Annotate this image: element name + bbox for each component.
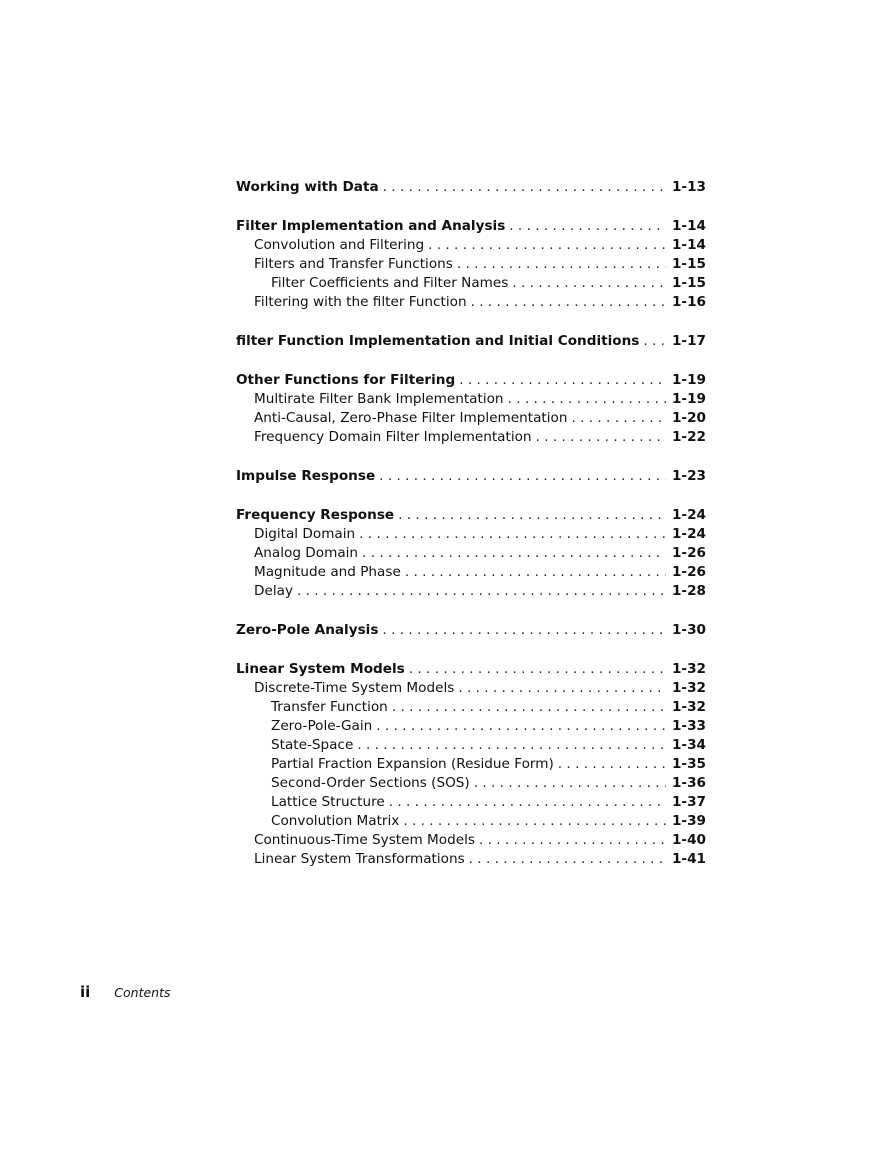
- toc-entry[interactable]: [236, 563, 706, 582]
- dot-leader: [383, 178, 666, 197]
- toc-entry-title: Linear System Models: [236, 661, 405, 677]
- dot-leader: [409, 660, 666, 679]
- dot-leader: [558, 755, 666, 774]
- dot-leader: [459, 371, 666, 390]
- toc-entry[interactable]: [236, 812, 706, 831]
- dot-leader: [512, 274, 666, 293]
- toc-entry-page: 1-39: [671, 813, 706, 829]
- dot-leader: [509, 217, 666, 236]
- dot-leader: [382, 621, 666, 640]
- toc-entry[interactable]: [236, 793, 706, 812]
- toc-entry-page: 1-41: [671, 851, 706, 867]
- toc-entry-title: Working with Data: [236, 179, 379, 195]
- toc-entry-page: 1-33: [671, 718, 706, 734]
- toc-entry[interactable]: [236, 236, 706, 255]
- dot-leader: [389, 793, 666, 812]
- toc-entry-title: Filter Coefficients and Filter Names: [271, 275, 509, 291]
- toc-entry-page: 1-19: [671, 391, 706, 407]
- toc-entry[interactable]: [236, 660, 706, 679]
- toc-entry-page: 1-15: [671, 256, 706, 272]
- toc-entry-page: 1-28: [671, 583, 706, 599]
- toc-entry-page: 1-30: [671, 622, 706, 638]
- toc-entry-title: Filters and Transfer Functions: [254, 256, 453, 272]
- toc-entry-title: Second-Order Sections (SOS): [271, 775, 470, 791]
- toc-entry-title: Transfer Function: [271, 699, 388, 715]
- toc-entry-page: 1-32: [671, 699, 706, 715]
- toc-entry[interactable]: [236, 274, 706, 293]
- toc-entry[interactable]: [236, 717, 706, 736]
- dot-leader: [376, 717, 666, 736]
- dot-leader: [428, 236, 666, 255]
- toc-entry-title: Linear System Transformations: [254, 851, 465, 867]
- table-of-contents: [236, 178, 706, 869]
- toc-entry[interactable]: [236, 679, 706, 698]
- toc-entry-title: Partial Fraction Expansion (Residue Form): [271, 756, 554, 772]
- toc-entry[interactable]: [236, 506, 706, 525]
- toc-entry-title: Frequency Response: [236, 507, 395, 523]
- toc-entry-title: Other Functions for Filtering: [236, 372, 456, 388]
- toc-entry-page: 1-24: [671, 507, 706, 523]
- dot-leader: [536, 428, 666, 447]
- dot-leader: [359, 525, 666, 544]
- toc-entry[interactable]: [236, 293, 706, 312]
- dot-leader: [458, 679, 666, 698]
- toc-entry-page: 1-37: [671, 794, 706, 810]
- toc-entry-title: Filter Implementation and Analysis: [236, 218, 506, 234]
- toc-entry-title: Digital Domain: [254, 526, 356, 542]
- toc-entry-title: Filtering with the filter Function: [254, 294, 467, 310]
- toc-entry[interactable]: [236, 255, 706, 274]
- toc-entry-page: 1-36: [671, 775, 706, 791]
- dot-leader: [643, 332, 666, 351]
- toc-entry-page: 1-26: [671, 564, 706, 580]
- dot-leader: [379, 467, 666, 486]
- toc-entry-page: 1-15: [671, 275, 706, 291]
- toc-entry-title: Delay: [254, 583, 293, 599]
- toc-entry-title: Zero-Pole Analysis: [236, 622, 379, 638]
- toc-entry[interactable]: [236, 544, 706, 563]
- toc-entry-page: 1-19: [671, 372, 706, 388]
- toc-entry-title: Continuous-Time System Models: [254, 832, 475, 848]
- toc-entry[interactable]: [236, 390, 706, 409]
- dot-leader: [471, 293, 666, 312]
- toc-entry-page: 1-32: [671, 680, 706, 696]
- toc-entry[interactable]: [236, 217, 706, 236]
- toc-entry[interactable]: [236, 850, 706, 869]
- toc-entry-page: 1-34: [671, 737, 706, 753]
- toc-entry[interactable]: [236, 178, 706, 197]
- toc-entry[interactable]: [236, 467, 706, 486]
- toc-entry[interactable]: [236, 525, 706, 544]
- toc-entry-page: 1-20: [671, 410, 706, 426]
- toc-entry-title: Magnitude and Phase: [254, 564, 401, 580]
- dot-leader: [297, 582, 666, 601]
- toc-entry-title: State-Space: [271, 737, 354, 753]
- toc-entry[interactable]: [236, 736, 706, 755]
- toc-entry-page: 1-40: [671, 832, 706, 848]
- toc-entry-page: 1-23: [671, 468, 706, 484]
- toc-entry-page: 1-14: [671, 237, 706, 253]
- toc-entry-page: 1-24: [671, 526, 706, 542]
- toc-entry[interactable]: [236, 582, 706, 601]
- toc-entry-page: 1-17: [671, 333, 706, 349]
- dot-leader: [457, 255, 666, 274]
- toc-entry-title: filter Function Implementation and Initial Conditions: [236, 333, 640, 349]
- toc-entry-page: 1-14: [671, 218, 706, 234]
- toc-entry-title: Lattice Structure: [271, 794, 385, 810]
- dot-leader: [398, 506, 666, 525]
- dot-leader: [469, 850, 666, 869]
- toc-entry[interactable]: [236, 698, 706, 717]
- toc-entry-page: 1-26: [671, 545, 706, 561]
- toc-entry[interactable]: [236, 621, 706, 640]
- dot-leader: [571, 409, 665, 428]
- dot-leader: [357, 736, 666, 755]
- toc-entry-title: Zero-Pole-Gain: [271, 718, 373, 734]
- toc-entry-title: Multirate Filter Bank Implementation: [254, 391, 504, 407]
- dot-leader: [403, 812, 666, 831]
- toc-entry[interactable]: [236, 332, 706, 351]
- dot-leader: [362, 544, 666, 563]
- toc-entry[interactable]: [236, 831, 706, 850]
- toc-entry-page: 1-35: [671, 756, 706, 772]
- toc-entry-title: Convolution Matrix: [271, 813, 400, 829]
- dot-leader: [405, 563, 666, 582]
- toc-entry-title: Analog Domain: [254, 545, 359, 561]
- dot-leader: [474, 774, 666, 793]
- toc-entry-page: 1-32: [671, 661, 706, 677]
- toc-entry[interactable]: [236, 774, 706, 793]
- toc-entry-title: Convolution and Filtering: [254, 237, 425, 253]
- toc-entry-title: Impulse Response: [236, 468, 376, 484]
- toc-entry-title: Discrete-Time System Models: [254, 680, 455, 696]
- toc-entry-title: Anti-Causal, Zero-Phase Filter Implementation: [254, 410, 568, 426]
- toc-entry-page: 1-13: [671, 179, 706, 195]
- toc-entry[interactable]: [236, 755, 706, 774]
- dot-leader: [508, 390, 666, 409]
- footer-section-title: Contents: [114, 985, 171, 1000]
- dot-leader: [479, 831, 666, 850]
- toc-entry[interactable]: [236, 428, 706, 447]
- toc-entry[interactable]: [236, 409, 706, 428]
- toc-entry-title: Frequency Domain Filter Implementation: [254, 429, 532, 445]
- dot-leader: [392, 698, 666, 717]
- toc-entry[interactable]: [236, 371, 706, 390]
- toc-entry-page: 1-16: [671, 294, 706, 310]
- footer-page-number: ii: [80, 983, 91, 1001]
- page-footer: [80, 983, 171, 1003]
- toc-entry-page: 1-22: [671, 429, 706, 445]
